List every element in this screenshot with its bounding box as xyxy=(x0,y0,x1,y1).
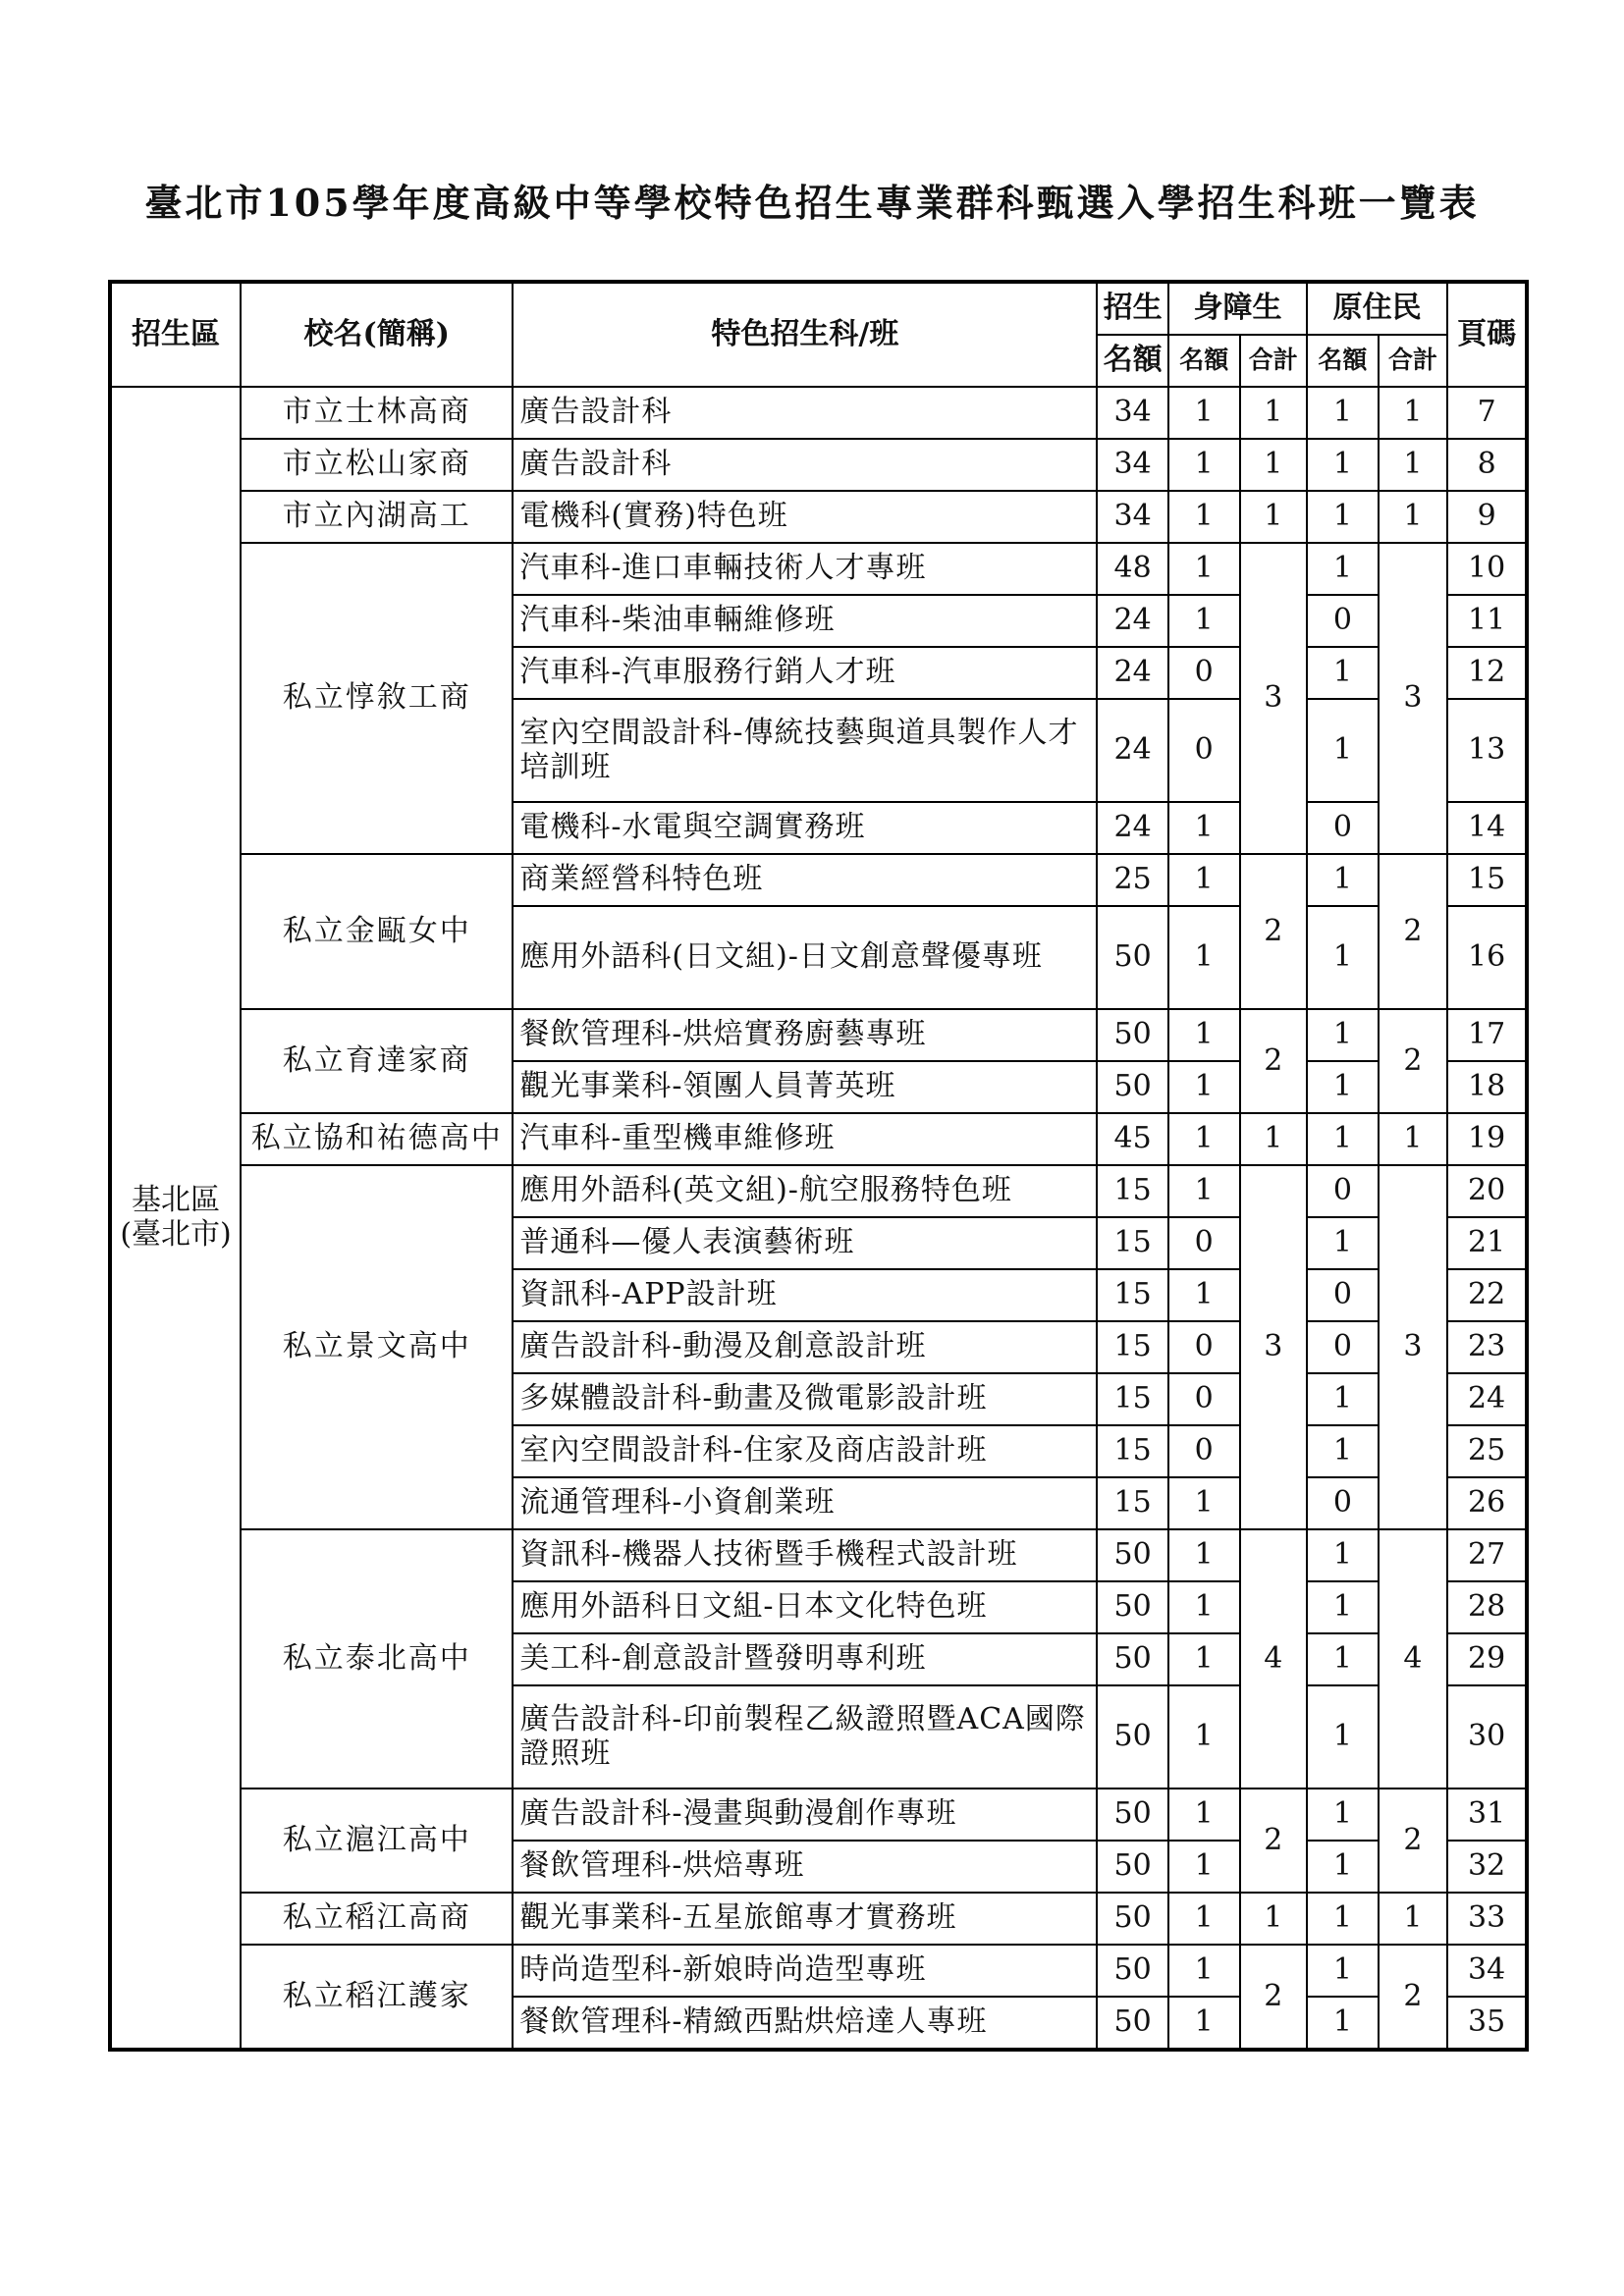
school-name: 市立內湖高工 xyxy=(241,491,513,543)
indigenous-quota: 1 xyxy=(1307,647,1379,699)
table-row xyxy=(110,387,1527,439)
indigenous-total: 3 xyxy=(1379,1165,1448,1529)
quota: 50 xyxy=(1097,1633,1168,1685)
indigenous-total: 1 xyxy=(1379,1113,1448,1165)
table-row xyxy=(110,491,1527,543)
admission-table xyxy=(108,280,1529,2052)
indigenous-quota: 0 xyxy=(1307,1269,1379,1321)
program-name: 資訊科-APP設計班 xyxy=(513,1269,1097,1321)
quota: 50 xyxy=(1097,1893,1168,1945)
program-name: 流通管理科-小資創業班 xyxy=(513,1477,1097,1529)
header-disabled: 身障生 xyxy=(1168,282,1307,335)
region-line: 基北區 xyxy=(132,1183,221,1217)
indigenous-quota: 1 xyxy=(1307,1009,1379,1061)
page-number: 9 xyxy=(1447,491,1527,543)
indigenous-total: 2 xyxy=(1379,1945,1448,2050)
table-row xyxy=(110,1789,1527,1841)
program-name: 汽車科-柴油車輛維修班 xyxy=(513,595,1097,647)
page-number: 33 xyxy=(1447,1893,1527,1945)
page-number: 28 xyxy=(1447,1581,1527,1633)
page-number: 11 xyxy=(1447,595,1527,647)
disabled-quota: 1 xyxy=(1168,854,1240,906)
disabled-total: 2 xyxy=(1240,1789,1308,1893)
page-number: 31 xyxy=(1447,1789,1527,1841)
indigenous-quota: 1 xyxy=(1307,854,1379,906)
page-number: 26 xyxy=(1447,1477,1527,1529)
quota: 15 xyxy=(1097,1321,1168,1373)
program-name: 廣告設計科-印前製程乙級證照暨ACA國際證照班 xyxy=(513,1685,1097,1789)
school-name: 市立士林高商 xyxy=(241,387,513,439)
school-name: 私立育達家商 xyxy=(241,1009,513,1113)
indigenous-total: 3 xyxy=(1379,543,1448,854)
disabled-quota: 1 xyxy=(1168,387,1240,439)
page-number: 23 xyxy=(1447,1321,1527,1373)
indigenous-quota: 1 xyxy=(1307,1425,1379,1477)
header-indigenous: 原住民 xyxy=(1307,282,1447,335)
quota: 24 xyxy=(1097,699,1168,802)
indigenous-quota: 1 xyxy=(1307,1061,1379,1113)
disabled-quota: 1 xyxy=(1168,1529,1240,1581)
quota: 24 xyxy=(1097,802,1168,854)
indigenous-quota: 0 xyxy=(1307,595,1379,647)
indigenous-total: 1 xyxy=(1379,491,1448,543)
disabled-total: 2 xyxy=(1240,1945,1308,2050)
quota: 50 xyxy=(1097,1581,1168,1633)
page-number: 14 xyxy=(1447,802,1527,854)
page-number: 19 xyxy=(1447,1113,1527,1165)
quota: 50 xyxy=(1097,1685,1168,1789)
indigenous-quota: 0 xyxy=(1307,802,1379,854)
disabled-quota: 1 xyxy=(1168,1841,1240,1893)
program-name: 廣告設計科 xyxy=(513,387,1097,439)
quota: 34 xyxy=(1097,387,1168,439)
indigenous-quota: 1 xyxy=(1307,1581,1379,1633)
quota: 50 xyxy=(1097,1789,1168,1841)
disabled-quota: 0 xyxy=(1168,1373,1240,1425)
indigenous-quota: 1 xyxy=(1307,1841,1379,1893)
page-number: 25 xyxy=(1447,1425,1527,1477)
indigenous-quota: 1 xyxy=(1307,1997,1379,2050)
indigenous-total: 2 xyxy=(1379,1789,1448,1893)
indigenous-quota: 1 xyxy=(1307,1113,1379,1165)
page-number: 8 xyxy=(1447,439,1527,491)
school-name: 私立稻江護家 xyxy=(241,1945,513,2050)
header-indigenous-quota: 名額 xyxy=(1307,335,1379,387)
disabled-quota: 1 xyxy=(1168,1113,1240,1165)
disabled-quota: 1 xyxy=(1168,1061,1240,1113)
table-row xyxy=(110,1009,1527,1061)
page-number: 29 xyxy=(1447,1633,1527,1685)
quota: 15 xyxy=(1097,1373,1168,1425)
indigenous-total: 1 xyxy=(1379,1893,1448,1945)
quota: 15 xyxy=(1097,1165,1168,1217)
indigenous-quota: 0 xyxy=(1307,1165,1379,1217)
page-number: 34 xyxy=(1447,1945,1527,1997)
school-name: 私立協和祐德高中 xyxy=(241,1113,513,1165)
disabled-quota: 1 xyxy=(1168,906,1240,1009)
disabled-total: 1 xyxy=(1240,1893,1308,1945)
indigenous-total: 2 xyxy=(1379,854,1448,1009)
table-row xyxy=(110,1113,1527,1165)
disabled-quota: 1 xyxy=(1168,1789,1240,1841)
disabled-total: 1 xyxy=(1240,439,1308,491)
disabled-quota: 1 xyxy=(1168,1633,1240,1685)
disabled-quota: 0 xyxy=(1168,647,1240,699)
page-number: 17 xyxy=(1447,1009,1527,1061)
disabled-quota: 1 xyxy=(1168,1581,1240,1633)
indigenous-quota: 1 xyxy=(1307,491,1379,543)
page-number: 32 xyxy=(1447,1841,1527,1893)
indigenous-quota: 1 xyxy=(1307,1633,1379,1685)
quota: 15 xyxy=(1097,1425,1168,1477)
quota: 45 xyxy=(1097,1113,1168,1165)
indigenous-quota: 1 xyxy=(1307,1945,1379,1997)
indigenous-quota: 1 xyxy=(1307,439,1379,491)
indigenous-quota: 0 xyxy=(1307,1477,1379,1529)
program-name: 資訊科-機器人技術暨手機程式設計班 xyxy=(513,1529,1097,1581)
quota: 50 xyxy=(1097,906,1168,1009)
page-number: 35 xyxy=(1447,1997,1527,2050)
program-name: 時尚造型科-新娘時尚造型專班 xyxy=(513,1945,1097,1997)
program-name: 餐飲管理科-烘焙實務廚藝專班 xyxy=(513,1009,1097,1061)
region-cell xyxy=(110,387,241,2050)
program-name: 多媒體設計科-動畫及微電影設計班 xyxy=(513,1373,1097,1425)
program-name: 汽車科-進口車輛技術人才專班 xyxy=(513,543,1097,595)
page-number: 30 xyxy=(1447,1685,1527,1789)
indigenous-quota: 1 xyxy=(1307,1217,1379,1269)
disabled-total: 2 xyxy=(1240,854,1308,1009)
disabled-quota: 0 xyxy=(1168,1321,1240,1373)
indigenous-total: 1 xyxy=(1379,439,1448,491)
header-disabled-quota: 名額 xyxy=(1168,335,1240,387)
program-name: 電機科-水電與空調實務班 xyxy=(513,802,1097,854)
table-row xyxy=(110,1529,1527,1581)
program-name: 觀光事業科-領團人員菁英班 xyxy=(513,1061,1097,1113)
school-name: 私立景文高中 xyxy=(241,1165,513,1529)
indigenous-quota: 1 xyxy=(1307,387,1379,439)
quota: 15 xyxy=(1097,1217,1168,1269)
program-name: 廣告設計科 xyxy=(513,439,1097,491)
header-quota-bottom: 名額 xyxy=(1097,335,1168,387)
disabled-quota: 1 xyxy=(1168,439,1240,491)
page-number: 10 xyxy=(1447,543,1527,595)
quota: 50 xyxy=(1097,1529,1168,1581)
disabled-quota: 0 xyxy=(1168,1217,1240,1269)
quota: 15 xyxy=(1097,1269,1168,1321)
school-name: 私立稻江高商 xyxy=(241,1893,513,1945)
program-name: 應用外語科(英文組)-航空服務特色班 xyxy=(513,1165,1097,1217)
table-row xyxy=(110,1165,1527,1217)
quota: 50 xyxy=(1097,1009,1168,1061)
table-row xyxy=(110,439,1527,491)
page-number: 12 xyxy=(1447,647,1527,699)
disabled-quota: 1 xyxy=(1168,1269,1240,1321)
program-name: 電機科(實務)特色班 xyxy=(513,491,1097,543)
indigenous-quota: 1 xyxy=(1307,1373,1379,1425)
program-name: 汽車科-重型機車維修班 xyxy=(513,1113,1097,1165)
indigenous-quota: 1 xyxy=(1307,1789,1379,1841)
quota: 15 xyxy=(1097,1477,1168,1529)
indigenous-total: 4 xyxy=(1379,1529,1448,1789)
disabled-quota: 1 xyxy=(1168,1945,1240,1997)
indigenous-quota: 0 xyxy=(1307,1321,1379,1373)
disabled-quota: 0 xyxy=(1168,1425,1240,1477)
program-name: 普通科—優人表演藝術班 xyxy=(513,1217,1097,1269)
school-name: 私立惇敘工商 xyxy=(241,543,513,854)
page-number: 20 xyxy=(1447,1165,1527,1217)
program-name: 餐飲管理科-烘焙專班 xyxy=(513,1841,1097,1893)
school-name: 私立泰北高中 xyxy=(241,1529,513,1789)
quota: 50 xyxy=(1097,1997,1168,2050)
indigenous-quota: 1 xyxy=(1307,699,1379,802)
indigenous-quota: 1 xyxy=(1307,543,1379,595)
disabled-quota: 1 xyxy=(1168,491,1240,543)
indigenous-total: 1 xyxy=(1379,387,1448,439)
program-name: 應用外語科日文組-日本文化特色班 xyxy=(513,1581,1097,1633)
disabled-quota: 1 xyxy=(1168,1165,1240,1217)
indigenous-quota: 1 xyxy=(1307,1685,1379,1789)
disabled-total: 1 xyxy=(1240,491,1308,543)
quota: 50 xyxy=(1097,1945,1168,1997)
header-indigenous-total: 合計 xyxy=(1379,335,1448,387)
program-name: 汽車科-汽車服務行銷人才班 xyxy=(513,647,1097,699)
program-name: 應用外語科(日文組)-日文創意聲優專班 xyxy=(513,906,1097,1009)
disabled-quota: 1 xyxy=(1168,1997,1240,2050)
quota: 50 xyxy=(1097,1841,1168,1893)
page-number: 13 xyxy=(1447,699,1527,802)
indigenous-quota: 1 xyxy=(1307,1893,1379,1945)
disabled-total: 1 xyxy=(1240,387,1308,439)
program-name: 室內空間設計科-住家及商店設計班 xyxy=(513,1425,1097,1477)
disabled-quota: 1 xyxy=(1168,1477,1240,1529)
page-number: 18 xyxy=(1447,1061,1527,1113)
page-title: 臺北市105學年度高級中等學校特色招生專業群科甄選入學招生科班一覽表 xyxy=(144,181,1480,225)
header-row xyxy=(110,282,1527,335)
header-disabled-total: 合計 xyxy=(1240,335,1308,387)
page-number: 22 xyxy=(1447,1269,1527,1321)
disabled-quota: 1 xyxy=(1168,595,1240,647)
disabled-quota: 1 xyxy=(1168,1009,1240,1061)
quota: 34 xyxy=(1097,439,1168,491)
header-school: 校名(簡稱) xyxy=(241,282,513,387)
table-row xyxy=(110,543,1527,595)
program-name: 商業經營科特色班 xyxy=(513,854,1097,906)
page-number: 7 xyxy=(1447,387,1527,439)
program-name: 餐飲管理科-精緻西點烘焙達人專班 xyxy=(513,1997,1097,2050)
page-number: 27 xyxy=(1447,1529,1527,1581)
program-name: 廣告設計科-漫畫與動漫創作專班 xyxy=(513,1789,1097,1841)
table-row xyxy=(110,1945,1527,1997)
indigenous-quota: 1 xyxy=(1307,906,1379,1009)
page-number: 15 xyxy=(1447,854,1527,906)
header-region: 招生區 xyxy=(110,282,241,387)
disabled-total: 1 xyxy=(1240,1113,1308,1165)
quota: 34 xyxy=(1097,491,1168,543)
disabled-total: 3 xyxy=(1240,1165,1308,1529)
disabled-total: 2 xyxy=(1240,1009,1308,1113)
quota: 24 xyxy=(1097,595,1168,647)
disabled-total: 4 xyxy=(1240,1529,1308,1789)
school-name: 私立滬江高中 xyxy=(241,1789,513,1893)
disabled-quota: 1 xyxy=(1168,543,1240,595)
table-row xyxy=(110,854,1527,906)
program-name: 室內空間設計科-傳統技藝與道具製作人才培訓班 xyxy=(513,699,1097,802)
header-quota-top: 招生 xyxy=(1097,282,1168,335)
table-row xyxy=(110,1893,1527,1945)
quota: 48 xyxy=(1097,543,1168,595)
program-name: 觀光事業科-五星旅館專才實務班 xyxy=(513,1893,1097,1945)
indigenous-total: 2 xyxy=(1379,1009,1448,1113)
page-number: 24 xyxy=(1447,1373,1527,1425)
program-name: 廣告設計科-動漫及創意設計班 xyxy=(513,1321,1097,1373)
disabled-quota: 0 xyxy=(1168,699,1240,802)
disabled-quota: 1 xyxy=(1168,1685,1240,1789)
quota: 50 xyxy=(1097,1061,1168,1113)
quota: 25 xyxy=(1097,854,1168,906)
header-page: 頁碼 xyxy=(1447,282,1527,387)
header-program: 特色招生科/班 xyxy=(513,282,1097,387)
disabled-quota: 1 xyxy=(1168,802,1240,854)
page-number: 16 xyxy=(1447,906,1527,1009)
disabled-total: 3 xyxy=(1240,543,1308,854)
school-name: 私立金甌女中 xyxy=(241,854,513,1009)
page-number: 21 xyxy=(1447,1217,1527,1269)
school-name: 市立松山家商 xyxy=(241,439,513,491)
region-line: (臺北市) xyxy=(120,1216,232,1252)
program-name: 美工科-創意設計暨發明專利班 xyxy=(513,1633,1097,1685)
disabled-quota: 1 xyxy=(1168,1893,1240,1945)
quota: 24 xyxy=(1097,647,1168,699)
indigenous-quota: 1 xyxy=(1307,1529,1379,1581)
